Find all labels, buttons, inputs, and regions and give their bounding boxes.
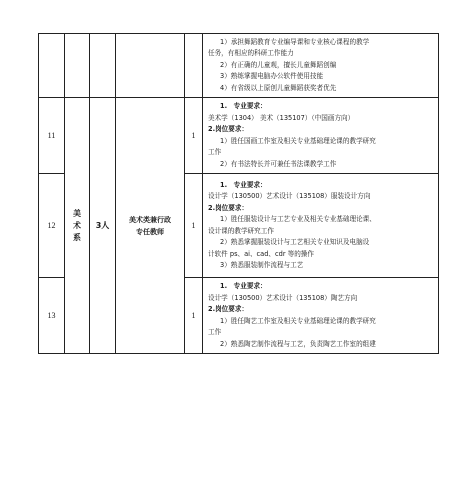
requirement-line: 1）胜任国画工作室及相关专业基础理论课的教学研究 (220, 136, 376, 145)
requirement-line: 计软件 ps、ai、cad、cdr 等的操作 (208, 249, 314, 258)
requirement-line: 2）熟悉掌握服装设计与工艺相关专业知识及电脑设 (220, 238, 370, 246)
requirement-line: 4）有省级以上原创儿童舞蹈获奖者优先 (220, 83, 337, 92)
table-row (39, 98, 439, 174)
requirement-line: 任务，有相应的科研工作能力 (208, 49, 294, 58)
position-cell (116, 34, 185, 98)
row-number-cell: 11 (39, 98, 65, 174)
requirement-line: 设计课的教学研究工作 (208, 226, 274, 235)
requirement-line: 设计学（130500）艺术设计（135108）服装设计方向 (208, 192, 371, 200)
recruitment-table (38, 33, 439, 354)
row-number-cell: 12 (39, 174, 65, 278)
row-number-cell (39, 34, 65, 98)
requirement-line: 2）有正确的儿童观，擅长儿童舞蹈创编 (220, 60, 337, 69)
requirement-line: 3）熟悉服装制作流程与工艺 (220, 261, 304, 269)
requirements-cell (203, 98, 439, 174)
row-number-cell: 13 (39, 278, 65, 354)
requirement-line: 1）承担舞蹈教育专业编导课和专业核心课程的教学 (220, 37, 370, 46)
requirement-heading: 1. 专业要求： (220, 102, 267, 110)
headcount-cell: 3人 (90, 98, 116, 354)
department-label: 美术系 (73, 208, 81, 242)
requirement-line: 设计学（130500）艺术设计（135108）陶艺方向 (208, 293, 358, 302)
count-cell: 1 (185, 98, 203, 174)
count-cell: 1 (185, 174, 203, 278)
requirement-line: 工作 (208, 328, 222, 336)
requirements-cell (203, 278, 439, 354)
department-cell (65, 98, 90, 354)
requirement-heading: 1. 专业要求： (220, 180, 267, 189)
requirement-line: 1）胜任服装设计与工艺专业及相关专业基础理论课、 (220, 215, 376, 223)
department-cell (65, 34, 90, 98)
requirements-cell (203, 174, 439, 278)
requirement-heading: 2.岗位要求： (208, 305, 249, 313)
count-cell (185, 34, 203, 98)
requirement-line: 美术学（1304） 美术（135107）（中国画方向） (208, 113, 355, 122)
position-label: 美术类兼行政专任教师 (129, 215, 171, 236)
requirements-cell (203, 34, 439, 98)
requirement-line: 工作 (208, 148, 222, 156)
requirement-line: 3）熟练掌握电脑办公软件使用技能 (220, 72, 324, 81)
table-row (39, 34, 439, 98)
requirement-line: 2）熟悉陶艺制作流程与工艺，负责陶艺工作室的组建 (220, 339, 376, 348)
requirement-heading: 1. 专业要求： (220, 282, 267, 290)
requirement-heading: 2.岗位要求： (208, 203, 249, 212)
requirement-heading: 2.岗位要求： (208, 125, 249, 133)
requirement-line: 2）有书法特长并可兼任书法课教学工作 (220, 159, 337, 168)
position-cell (116, 98, 185, 354)
requirement-line: 1）胜任陶艺工作室及相关专业基础理论课的教学研究 (220, 316, 376, 325)
headcount-cell (90, 34, 116, 98)
count-cell: 1 (185, 278, 203, 354)
